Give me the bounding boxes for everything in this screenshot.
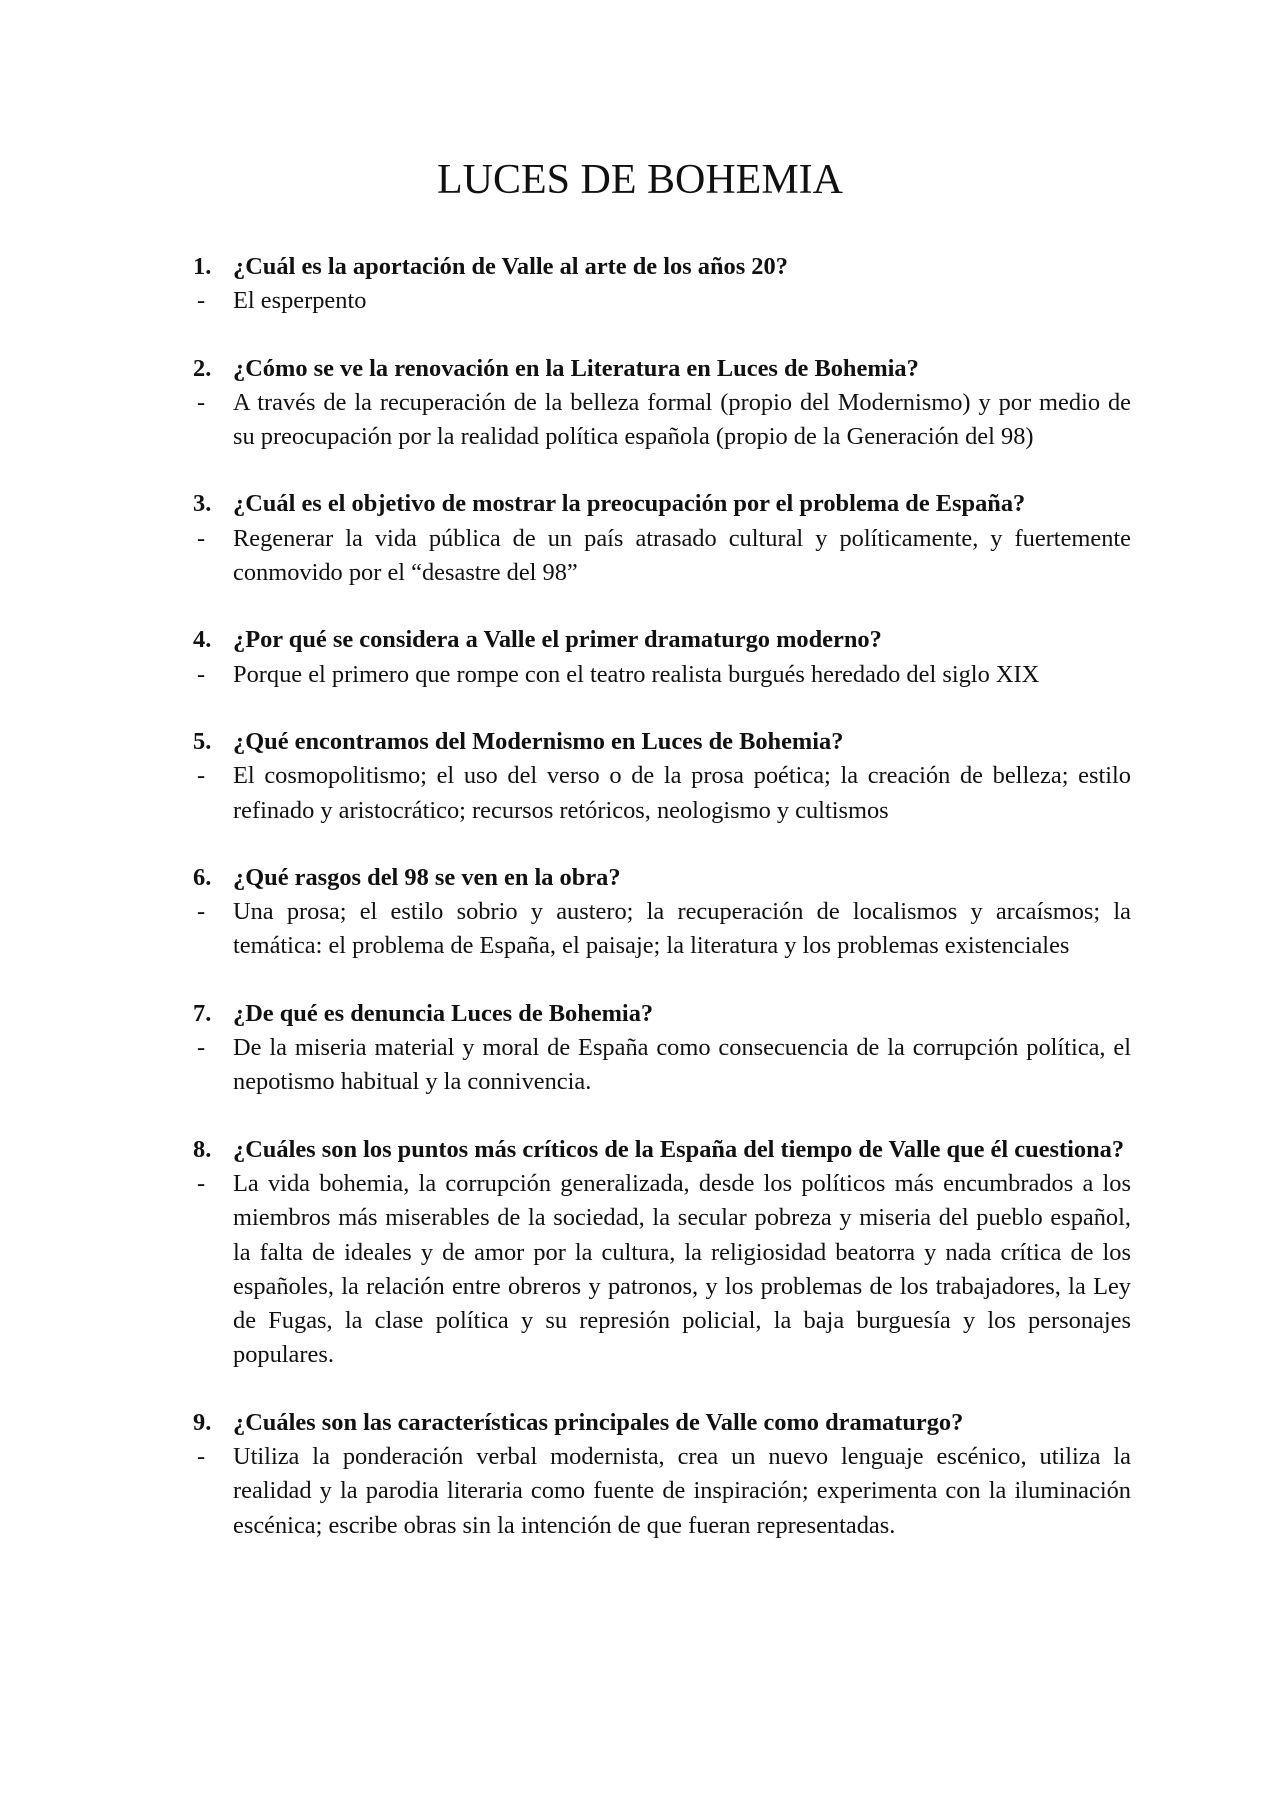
answer-text: A través de la recuperación de la belleza formal (propio del Modernismo) y por medio de su preocupación por la realidad política española (propio de la Generación del 98) — [233, 388, 1131, 451]
question-number: 5. — [193, 727, 212, 755]
qa-item-9 — [193, 1406, 1131, 1543]
answer-dash: - — [197, 524, 206, 552]
question-text: ¿Cuáles son las características principales de Valle como dramaturgo? — [233, 1408, 964, 1436]
answer-block — [197, 759, 1131, 828]
question-text: ¿Cómo se ve la renovación en la Literatura en Luces de Bohemia? — [233, 354, 919, 382]
answer-block — [197, 284, 1131, 318]
qa-item-5 — [193, 725, 1131, 828]
qa-item-4 — [193, 623, 1131, 692]
page-title: LUCES DE BOHEMIA — [437, 157, 843, 203]
question-number: 8. — [193, 1135, 212, 1163]
qa-item-6 — [193, 861, 1131, 964]
question-number: 4. — [193, 626, 212, 654]
question-text: ¿Qué rasgos del 98 se ven en la obra? — [233, 863, 621, 891]
answer-text: Regenerar la vida pública de un país atrasado cultural y políticamente, y fuertemente conmovido por el “desastre del 98” — [233, 524, 1131, 587]
answer-dash: - — [197, 1443, 206, 1471]
answer-block — [197, 1167, 1131, 1373]
answer-dash: - — [197, 1169, 206, 1197]
answer-dash: - — [197, 762, 206, 790]
question-list — [193, 250, 1131, 1543]
answer-block — [197, 1440, 1131, 1543]
answer-dash: - — [197, 660, 206, 688]
answer-text: Una prosa; el estilo sobrio y austero; la recuperación de localismos y arcaísmos; la temática: el problema de España, el paisaje; la literatura y los problemas existenciales — [233, 898, 1131, 960]
question-text: ¿Cuál es la aportación de Valle al arte de los años 20? — [233, 253, 788, 280]
qa-item-8 — [193, 1133, 1131, 1373]
qa-item-1 — [193, 250, 1131, 319]
answer-dash: - — [197, 287, 206, 315]
answer-block — [197, 522, 1131, 591]
question-number: 1. — [193, 253, 212, 280]
answer-text: De la miseria material y moral de España como consecuencia de la corrupción política, el nepotismo habitual y la connivencia. — [233, 1034, 1131, 1096]
question-number: 9. — [193, 1408, 212, 1436]
answer-text: Utiliza la ponderación verbal modernista, crea un nuevo lenguaje escénico, utiliza la realidad y la parodia literaria como fuente de inspiración; experimenta con la iluminación escénica; escribe obras sin la intención de que fueran representadas. — [233, 1443, 1131, 1539]
qa-item-3 — [193, 487, 1131, 590]
answer-text: Porque el primero que rompe con el teatro realista burgués heredado del siglo XIX — [233, 660, 1040, 688]
answer-block — [197, 1031, 1131, 1100]
question-text: ¿Cuál es el objetivo de mostrar la preocupación por el problema de España? — [233, 490, 1026, 518]
question-number: 6. — [193, 863, 212, 891]
question-number: 7. — [193, 999, 212, 1027]
answer-dash: - — [197, 388, 206, 416]
question-text: ¿Cuáles son los puntos más críticos de la España del tiempo de Valle que él cuestiona? — [233, 1135, 1125, 1163]
answer-dash: - — [197, 898, 206, 926]
answer-block — [197, 895, 1131, 964]
answer-text: El esperpento — [233, 287, 367, 315]
question-text: ¿Por qué se considera a Valle el primer dramaturgo moderno? — [233, 626, 882, 654]
answer-block — [197, 386, 1131, 455]
question-text: ¿De qué es denuncia Luces de Bohemia? — [233, 999, 654, 1027]
question-number: 2. — [193, 354, 212, 382]
answer-text: El cosmopolitismo; el uso del verso o de la prosa poética; la creación de belleza; estilo refinado y aristocrático; recursos retóricos, neologismo y cultismos — [233, 762, 1131, 824]
answer-dash: - — [197, 1034, 206, 1062]
answer-text: La vida bohemia, la corrupción generalizada, desde los políticos más encumbrados a los miembros más miserables de la sociedad, la secular pobreza y miseria del pueblo español, la falta de ideales y de amor por la cultura, la religiosidad beatorra y nada crítica de los españoles, la relación entre obreros y patronos, y los problemas de los trabajadores, la Ley de Fugas, la clase política y su represión policial, la baja burguesía y los personajes populares. — [233, 1169, 1131, 1369]
answer-block — [197, 658, 1131, 692]
qa-item-2 — [193, 352, 1131, 455]
qa-item-7 — [193, 997, 1131, 1100]
question-number: 3. — [193, 490, 212, 518]
question-text: ¿Qué encontramos del Modernismo en Luces de Bohemia? — [233, 727, 844, 755]
